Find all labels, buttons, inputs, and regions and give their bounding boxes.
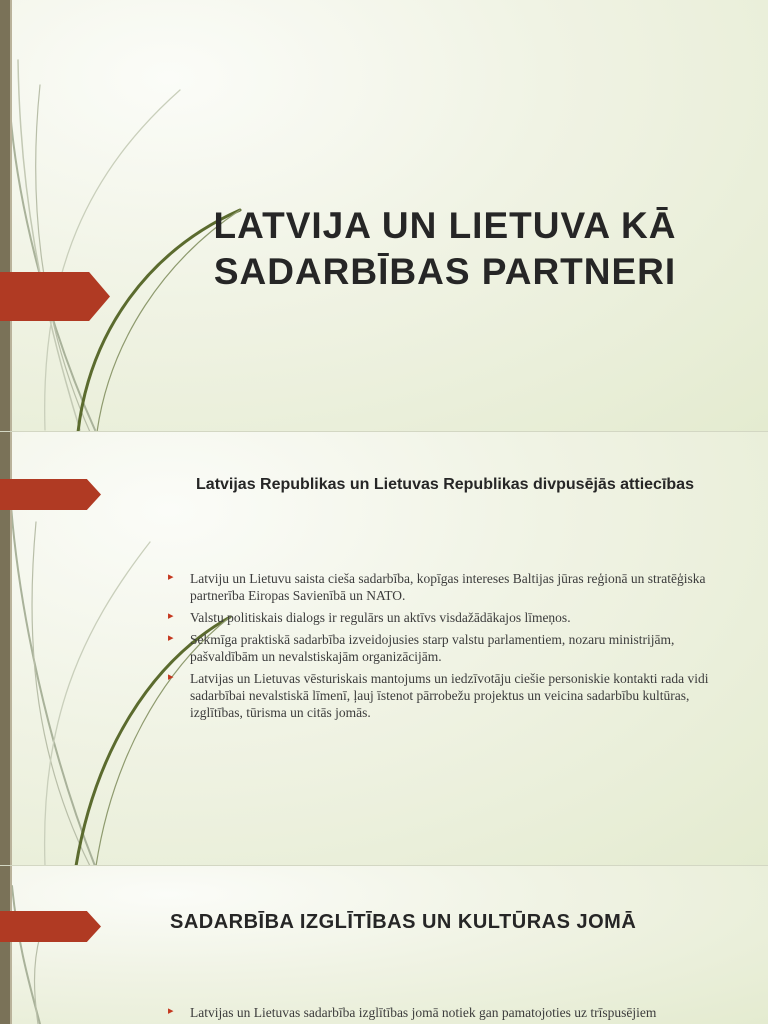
accent-arrow-tab bbox=[0, 272, 110, 321]
accent-arrow-tab bbox=[0, 479, 101, 510]
side-stripe bbox=[0, 0, 10, 432]
bullet-marker-icon: ▸ bbox=[168, 571, 174, 583]
slide-title: SADARBĪBA IZGLĪTĪBAS UN KULTŪRAS JOMĀ bbox=[170, 911, 637, 933]
list-item bbox=[168, 631, 713, 665]
bullet-marker-icon: ▸ bbox=[168, 632, 174, 644]
bullet-marker-icon: ▸ bbox=[168, 671, 174, 683]
list-item bbox=[168, 670, 713, 721]
accent-arrow-tab bbox=[0, 911, 101, 942]
bullet-list bbox=[168, 1004, 713, 1024]
list-item bbox=[168, 570, 713, 604]
bullet-list bbox=[168, 570, 713, 726]
bullet-text: Valstu politiskais dialogs ir regulārs un aktīvs visdažādākajos līmeņos. bbox=[190, 610, 571, 625]
list-item bbox=[168, 1004, 713, 1021]
bullet-text: Sekmīga praktiskā sadarbība izveidojusies starp valstu parlamentiem, nozaru ministrijām, pašvaldībām un nevalstiskajām organizācijām. bbox=[190, 632, 675, 664]
side-stripe bbox=[0, 866, 10, 1024]
slide-subtitle: Latvijas Republikas un Lietuvas Republikas divpusējās attiecības bbox=[196, 476, 694, 493]
list-item bbox=[168, 609, 713, 626]
slide-title: LATVIJA UN LIETUVA KĀ SADARBĪBAS PARTNERI bbox=[213, 205, 677, 292]
slide-1 bbox=[0, 0, 768, 432]
bullet-text: Latviju un Lietuvu saista cieša sadarbība, kopīgas intereses Baltijas jūras reģionā un stratēģiska partnerība Eiropas Savienībā un NATO. bbox=[190, 571, 706, 603]
bullet-text: Latvijas un Lietuvas sadarbība izglītības jomā notiek gan pamatojoties uz trīspusējiem bbox=[190, 1005, 657, 1020]
decorative-swirl bbox=[0, 866, 260, 1024]
slide-2 bbox=[0, 432, 768, 866]
bullet-text: Latvijas un Lietuvas vēsturiskais mantojums un iedzīvotāju ciešie personiskie kontakti rada vidi sadarbībai nevalstiskā līmenī, ļauj īstenot pārrobežu projektus un veicina sadarbību kultūras, izglītības, tūrisma un citās jomās. bbox=[190, 671, 709, 720]
slide-3 bbox=[0, 866, 768, 1024]
bullet-marker-icon: ▸ bbox=[168, 1005, 174, 1017]
bullet-marker-icon: ▸ bbox=[168, 610, 174, 622]
